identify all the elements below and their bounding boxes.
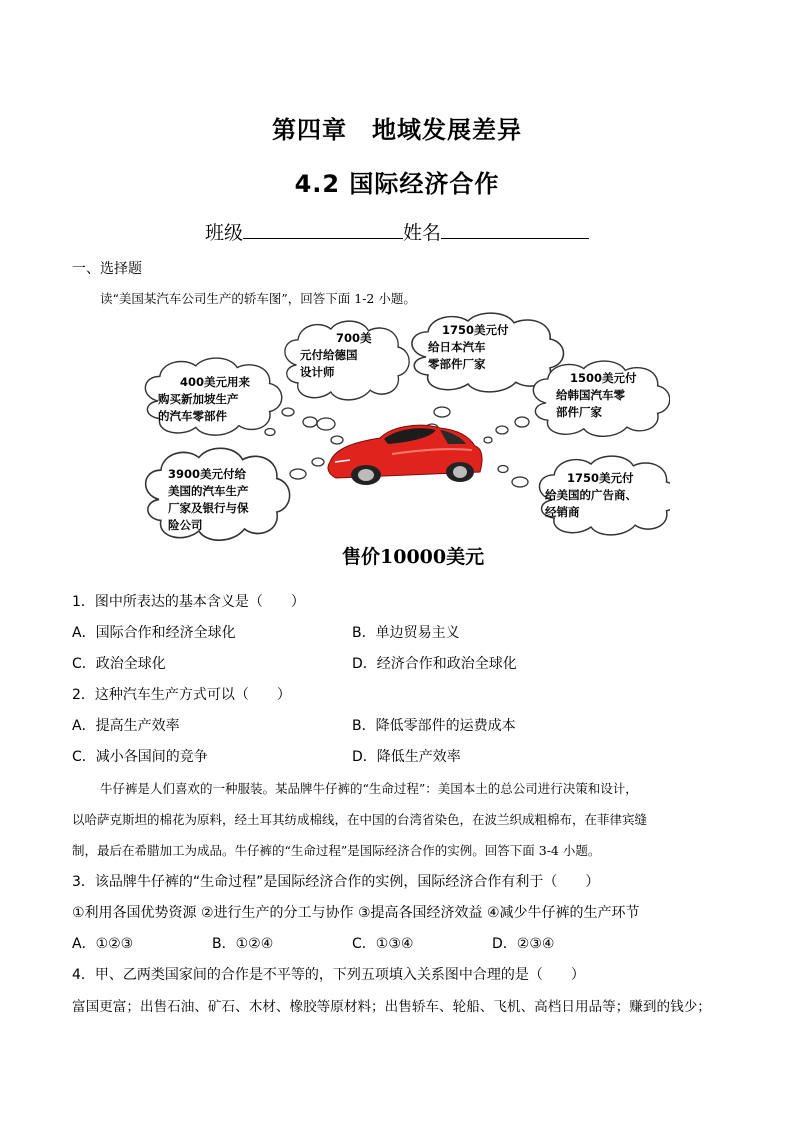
q4-items: 富国更富；出售石油、矿石、木材、橡胶等原材料；出售轿车、轮船、飞机、高档日用品等；赚到的钱少； (72, 999, 711, 1015)
q2-option-a[interactable]: A．提高生产效率 (72, 718, 180, 734)
passage-line-3: 制，最后在希腊加工为成品。牛仔裤的“生命过程”是国际经济合作的实例。回答下面 3-4 小题。 (72, 843, 601, 858)
q2-stem: 2．这种汽车生产方式可以（ ） (72, 687, 291, 703)
q3-option-a[interactable]: A．①②③ (72, 936, 134, 952)
passage-line-2: 以哈萨克斯坦的棉花为原料，经土耳其纺成棉线，在中国的台湾省染色，在波兰织成粗棉布，在菲律宾缝 (72, 812, 648, 827)
cloud-singapore-text: 400美元用来 购买新加坡生产 的汽车零部件 (158, 375, 251, 423)
intro-text-1: 读“美国某汽车公司生产的轿车图”，回答下面 1-2 小题。 (100, 291, 416, 306)
q3-option-c[interactable]: C．①③④ (352, 936, 414, 952)
q2-option-c[interactable]: C．减小各国间的竞争 (72, 749, 208, 765)
q1-option-b[interactable]: B．单边贸易主义 (352, 625, 460, 641)
cloud-korea-text: 1500美元付 给韩国汽车零 部件厂家 (556, 371, 637, 419)
cloud-japan-text: 1750美元付 给日本汽车 零部件厂家 (428, 323, 509, 371)
q3-option-d[interactable]: D．②③④ (492, 936, 555, 952)
class-blank[interactable] (243, 218, 403, 239)
q4-stem: 4．甲、乙两类国家间的合作是不平等的，下列五项填入关系图中合理的是（ ） (72, 967, 585, 983)
q2-option-b[interactable]: B．降低零部件的运费成本 (352, 718, 516, 734)
passage-line-1: 牛仔裤是人们喜欢的一种服装。某品牌牛仔裤的“生命过程”：美国本土的总公司进行决策和设计， (100, 781, 638, 796)
q2-option-d[interactable]: D．降低生产效率 (352, 749, 461, 765)
name-label: 姓名 (403, 222, 442, 244)
q3-stem: 3．该品牌牛仔裤的“生命过程”是国际经济合作的实例，国际经济合作有利于（ ） (72, 874, 600, 890)
class-name-line (0, 218, 794, 245)
class-label: 班级 (204, 222, 243, 244)
cloud-usa-manufacturer-text: 3900美元付给 美国的汽车生产 厂家及银行与保 险公司 (168, 467, 249, 532)
price-label: 售价10000美元 (342, 546, 485, 568)
q1-stem: 1．图中所表达的基本含义是（ ） (72, 594, 305, 610)
chapter-title: 第四章 地域发展差异 (272, 116, 522, 144)
q1-option-c[interactable]: C．政治全球化 (72, 656, 166, 672)
lesson-title: 4.2 国际经济合作 (294, 170, 500, 198)
q1-option-a[interactable]: A．国际合作和经济全球化 (72, 625, 236, 641)
q1-option-d[interactable]: D．经济合作和政治全球化 (352, 656, 517, 672)
name-blank[interactable] (441, 218, 589, 239)
cloud-germany-text: 700美 元付给德国 设计师 (300, 331, 372, 379)
section-heading: 一、选择题 (72, 261, 142, 277)
q3-option-b[interactable]: B．①②④ (212, 936, 274, 952)
cloud-usa-ads-text: 1750美元付 给美国的广告商、 经销商 (545, 471, 637, 519)
q3-items: ①利用各国优势资源 ②进行生产的分工与协作 ③提高各国经济效益 ④减少牛仔裤的生产环节 (72, 905, 640, 921)
red-sports-car-image (328, 425, 482, 485)
